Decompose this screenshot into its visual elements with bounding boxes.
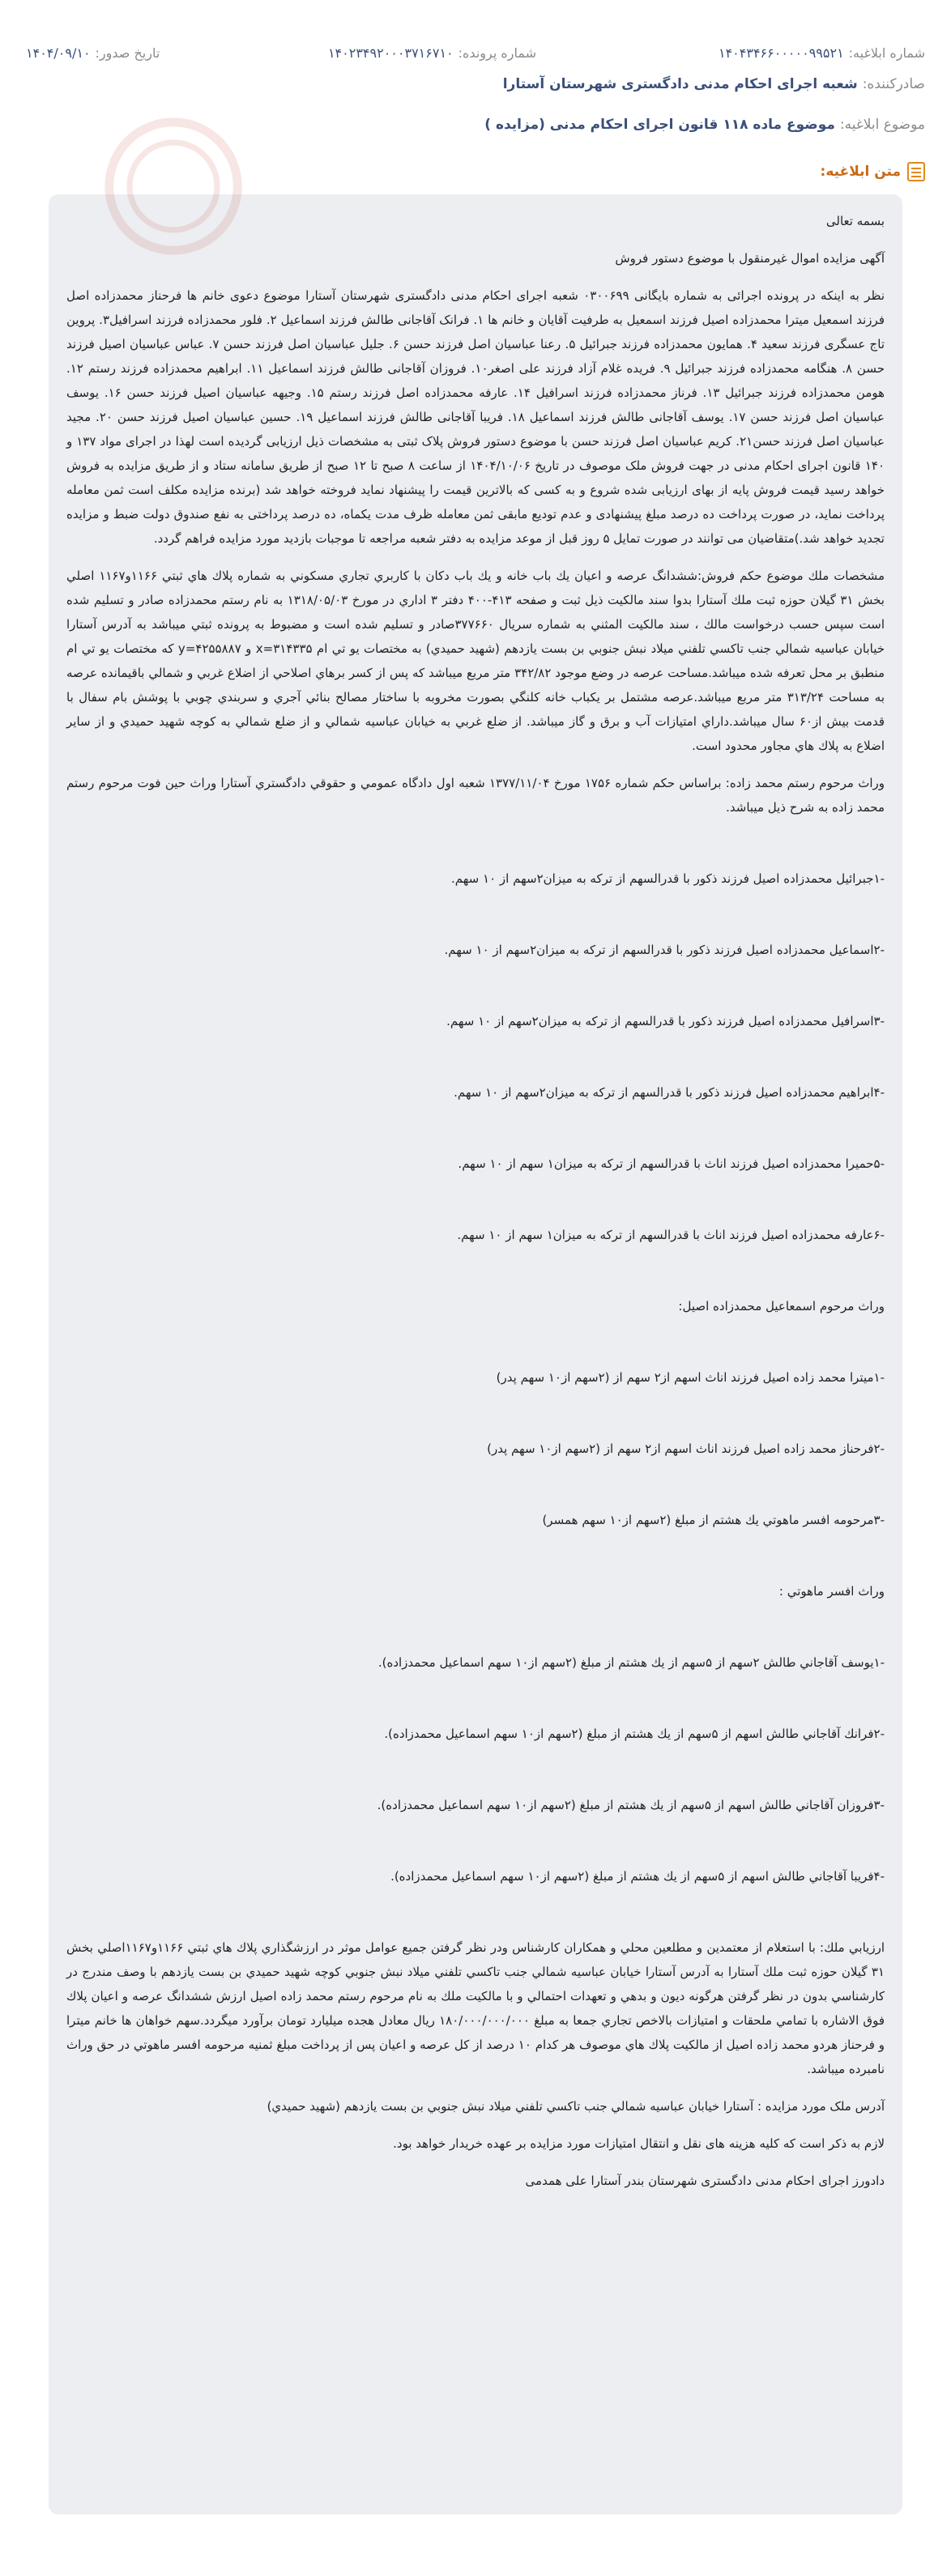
notice-body: [49, 194, 902, 2514]
heir-item: -۳مرحومه افسر ماهوتي يك هشتم از مبلغ (۲سهم از۱۰ سهم همسر): [542, 1513, 885, 1527]
heir-item: -۱یوسف آقاجاني طالش ۲سهم از ۵سهم از يك هشتم از مبلغ (۲سهم از۱۰ سهم اسماعيل محمدزاده).: [377, 1655, 885, 1670]
sender-value: شعبه اجرای احکام مدنی دادگستری شهرستان آستارا: [502, 76, 858, 92]
heir-item: -۳اسرافیل محمدزاده اصیل فرزند ذکور با قدرالسهم از ترکه به میزان۲سهم از ۱۰ سهم.: [446, 1014, 885, 1028]
document-icon: [907, 162, 925, 181]
notice-number-value: ۱۴۰۴۳۴۶۶۰۰۰۰۰۹۹۵۲۱: [718, 45, 844, 61]
body-paragraph: ارزيابي ملك: با استعلام از معتمدين و مطلعين محلي و همكاران كارشناس ودر نظر گرفتن جميع عوامل موثر در ارزشگذاري پلاك هاي ثبتي ۱۱۶۶و۱۱۶۷اصلي بخش ۳۱ گيلان حوزه ثبت ملك آستارا به آدرس آستارا خيابان عباسيه شمالي جنب تاكسي تلفني ميلاد نبش جنوبي كوچه شهيد حميدي بن بست يازدهم با وصف مندرج در كارشناسي بدون در نظر گرفتن هرگونه ديون و بدهي و تعهدات احتمالي و با مالكيت ملك به نام مرحوم رستم محمد زاده اصيل ارزش ششدانگ عرصه و اعيان پلاك فوق الاشاره با تمامي ملحقات و امتيازات بالاخص تجاري جمعا به مبلغ ۱۸۰/۰۰۰/۰۰۰/۰۰۰ ريال معادل هجده ميليارد تومان برآورد ميگردد.سهم خواهان ها خانم ميترا و فرحناز هردو محمد زاده اصيل از مالكيت پلاك هاي موصوف هر كدام ۱۰ درصد از كل عرصه و اعيان پس از پرداخت مبلغ ثمنيه مرحومه افسر ماهوتي در حق وراث نامبرده ميباشد.: [66, 1940, 885, 2076]
heir-item: -۳فروزان آقاجاني طالش اسهم از ۵سهم از يك هشتم از مبلغ (۲سهم از۱۰ سهم اسماعيل محمدزاده).: [377, 1798, 885, 1812]
issue-date-label: تاریخ صدور:: [95, 45, 160, 61]
heir-item: -۱میترا محمد زاده اصیل فرزند اناث اسهم از۲ سهم از (۲سهم از۱۰ سهم پدر): [496, 1370, 885, 1385]
subject-value: موضوع ماده ۱۱۸ قانون اجرای احکام مدنی (مزایده ): [484, 117, 835, 133]
heir-item: -۲فرانك آقاجاني طالش اسهم از ۵سهم از يك هشتم از مبلغ (۲سهم از۱۰ سهم اسماعيل محمدزاده).: [384, 1727, 885, 1741]
body-paragraph: آگهی مزایده اموال غیرمنقول با موضوع دستور فروش: [615, 251, 885, 266]
heir-item: -۵حمیرا محمدزاده اصیل فرزند اناث با قدرالسهم از ترکه به میزان۱ سهم از ۱۰ سهم.: [458, 1156, 885, 1171]
heir-item: -۴ابراهیم محمدزاده اصیل فرزند ذکور با قدرالسهم از ترکه به میزان۲سهم از ۱۰ سهم.: [454, 1085, 885, 1100]
subject-label: موضوع ابلاغیه:: [839, 117, 925, 133]
heir-item: -۲فرحناز محمد زاده اصیل فرزند اناث اسهم از۲ سهم از (۲سهم از۱۰ سهم پدر): [487, 1441, 885, 1456]
body-paragraph: وراث مرحوم رستم محمد زاده: براساس حكم شماره ۱۷۵۶ مورخ ۱۳۷۷/۱۱/۰۴ شعبه اول دادگاه عمومي و حقوقي دادگستري آستارا وراث حين فوت مرحوم رستم محمد زاده به شرح ذيل ميباشد.: [66, 776, 885, 815]
heir-item: -۶عارفه محمدزاده اصیل فرزند اناث با قدرالسهم از ترکه به میزان۱ سهم از ۱۰ سهم.: [457, 1228, 885, 1242]
body-paragraph: دادورز اجرای احکام مدنی دادگستری شهرستان بندر آستارا علی همدمی: [525, 2174, 885, 2188]
issue-date-value: ۱۴۰۴/۰۹/۱۰: [26, 45, 91, 61]
heirs-heading: وراث افسر ماهوتي :: [778, 1584, 885, 1599]
notice-number: [719, 45, 925, 61]
body-paragraph: بسمه تعالی: [825, 214, 885, 228]
body-paragraph: مشخصات ملك موضوع حكم فروش:ششدانگ عرصه و اعیان یك باب خانه و یك باب دكان با كاربري تجاري مسكوني به شماره پلاك هاي ثبتي ۱۱۶۶و۱۱۶۷ اصلي بخش ۳۱ گيلان حوزه ثبت ملك آستارا بدوا سند مالكيت ذيل ثبت و صفحه ۴۱۳-۴۰۰ دفتر ۳ اداري در مورخ ۱۳۱۸/۰۵/۰۳ به نام رستم محمدزاده صادر و تسليم شده است سپس حسب درخواست مالك ، سند مالكيت المثني به شماره سريال ۳۷۷۶۶۰صادر و تسليم شده است و مضبوط به پرونده ثبتي ميباشد به آدرس آستارا خيابان عباسيه شمالي جنب تاكسي تلفني ميلاد نبش جنوبي بن بست يازدهم (شهيد حميدي) به مختصات يو تي ام ۳۱۴۳۳۵=x و ۴۲۵۵۸۸۷=y كه مختصات يو تي ام منطبق بر محل تعرفه شده ميباشد.مساحت عرصه در وضع موجود ۳۴۲/۸۲ متر مربع ميباشد كه پس از كسر برهاي اصلاحي از اضلاع غربي و شمالي باقيمانده عرصه به مساحت ۳۱۳/۲۴ متر مربع ميباشد.عرصه مشتمل بر يكباب خانه كلنگي بصورت مخروبه با ساختار مصالح بنائي آجري و سربندي چوبي با پوشش بام سفال با قدمت بيش از۶۰ سال ميباشد.داراي امتيازات آب و برق و گاز ميباشد. از ضلع غربي به خيابان عباسيه شمالي و از ضلع شمالي به كوچه شهيد حميدي و از ساير اضلاع به پلاك هاي مجاور محدود است.: [66, 568, 885, 753]
subject-row: [26, 113, 925, 136]
case-number-label: شماره پرونده:: [458, 45, 536, 61]
issue-date: [26, 45, 160, 61]
notice-number-label: شماره ابلاغیه:: [848, 45, 925, 61]
heirs-heading: وراث مرحوم اسمعاعیل محمدزاده اصیل:: [678, 1299, 885, 1314]
body-title-label: متن ابلاغیه:: [820, 164, 901, 180]
case-number: [328, 45, 536, 61]
body-paragraph: آدرس ملک مورد مزایده : آستارا خيابان عباسيه شمالي جنب تاكسي تلفني ميلاد نبش جنوبي بن بست يازدهم (شهيد حميدي): [267, 2099, 885, 2114]
heir-item: -۲اسماعیل محمدزاده اصیل فرزند ذکور با قدرالسهم از ترکه به میزان۲سهم از ۱۰ سهم.: [444, 943, 885, 957]
case-number-value: ۱۴۰۲۳۴۹۲۰۰۰۳۷۱۶۷۱۰: [327, 45, 454, 61]
sender-label: صادرکننده:: [862, 76, 925, 92]
sender-row: [26, 73, 925, 96]
body-paragraph: نظر به اینکه در پرونده اجرائی به شماره بایگانی ۰۳۰۰۶۹۹ شعبه اجرای احکام مدنی دادگستری شهرستان آستارا موضوع دعوی خانم ها فرحناز محمدزاده اصل فرزند اسمعیل میترا محمدزاده اصیل فرزند اسمعیل به طرفیت آقایان و خانم ها ۱. فرانک آقاجانی طالش فرزند اسماعیل ۲. فلور محمدزاده فرزند اسرافیل۳. پروین تاج عسگری فرزند سعید ۴. همایون محمدزاده فرزند جبرائیل ۵. رعنا عباسیان اصل فرزند حسن ۶. جلیل عباسیان اصل فرزند حسن ۷. عباس عباسیان اصیل فرزند حسن ۸. هنگامه محمدزاده فرزند جبرائیل ۹. فریده غلام آزاد فرزند علی اصغر۱۰. فروزان آقاجانی طالش فرزند اسماعیل ۱۱. ابراهیم محمدزاده فرزند رستم ۱۲. هومن محمدزاده فرزند جبرائیل ۱۳. فرناز محمدزاده فرزند اسرافیل ۱۴. عارفه محمدزاده اصل فرزند رستم ۱۵. وجیهه عباسیان اصیل فرزند حسن ۱۶. یوسف عباسیان اصل فرزند حسن ۱۷. یوسف آقاجانی طالش فرزند اسماعیل ۱۸. فریبا آقاجانی طالش فرزند اسماعیل ۱۹. حسین عباسیان اصیل فرزند حسن ۲۰. مجید عباسیان اصل فرزند حسن۲۱. کریم عباسیان اصل فرزند حسن با موضوع دستور فروش پلاک ثبتی به مشخصات ذیل ارزیابی گردیده است لهذا در اجرای مواد ۱۳۷ و ۱۴۰ قانون اجرای احکام مدنی در جهت فروش ملک موصوف در تاریخ ۱۴۰۴/۱۰/۰۶ از ساعت ۸ صبح تا ۱۲ صبح از طریق سامانه ستاد و از طریق مزایده به فروش خواهد رسید قیمت فروش پایه از بهای ارزیابی شده شروع و به کسی که بالاترین قیمت را پیشنهاد نماید فروخته خواهد شد (برنده مزایده مکلف است ثمن معامله پرداخت نماید، در صورت پرداخت ده درصد مبلغ پیشنهادی و عدم تودیع مابقی ثمن معامله ظرف مدت یکماه، ده درصد پرداختی به نفع صندوق دولت ضبط و مزایده تجدید خواهد شد.)متقاضیان می توانند در صورت تمایل ۵ روز قبل از موعد مزایده به دفتر شعبه مراجعه تا موجبات بازدید مورد مزایده فراهم گردد.: [66, 288, 885, 546]
notice-meta-row: [26, 40, 925, 65]
heir-item: -۴فريبا آقاجاني طالش اسهم از ۵سهم از يك هشتم از مبلغ (۲سهم از۱۰ سهم اسماعيل محمدزاده).: [390, 1869, 885, 1884]
heir-item: -۱جبرائیل محمدزاده اصیل فرزند ذکور با قدرالسهم از ترکه به میزان۲سهم از ۱۰ سهم.: [451, 871, 885, 886]
body-title: [821, 159, 925, 185]
body-paragraph: لازم به ذکر است که کلیه هزینه های نقل و انتقال امتیازات مورد مزایده بر عهده خریدار خواهد بود.: [393, 2136, 885, 2151]
